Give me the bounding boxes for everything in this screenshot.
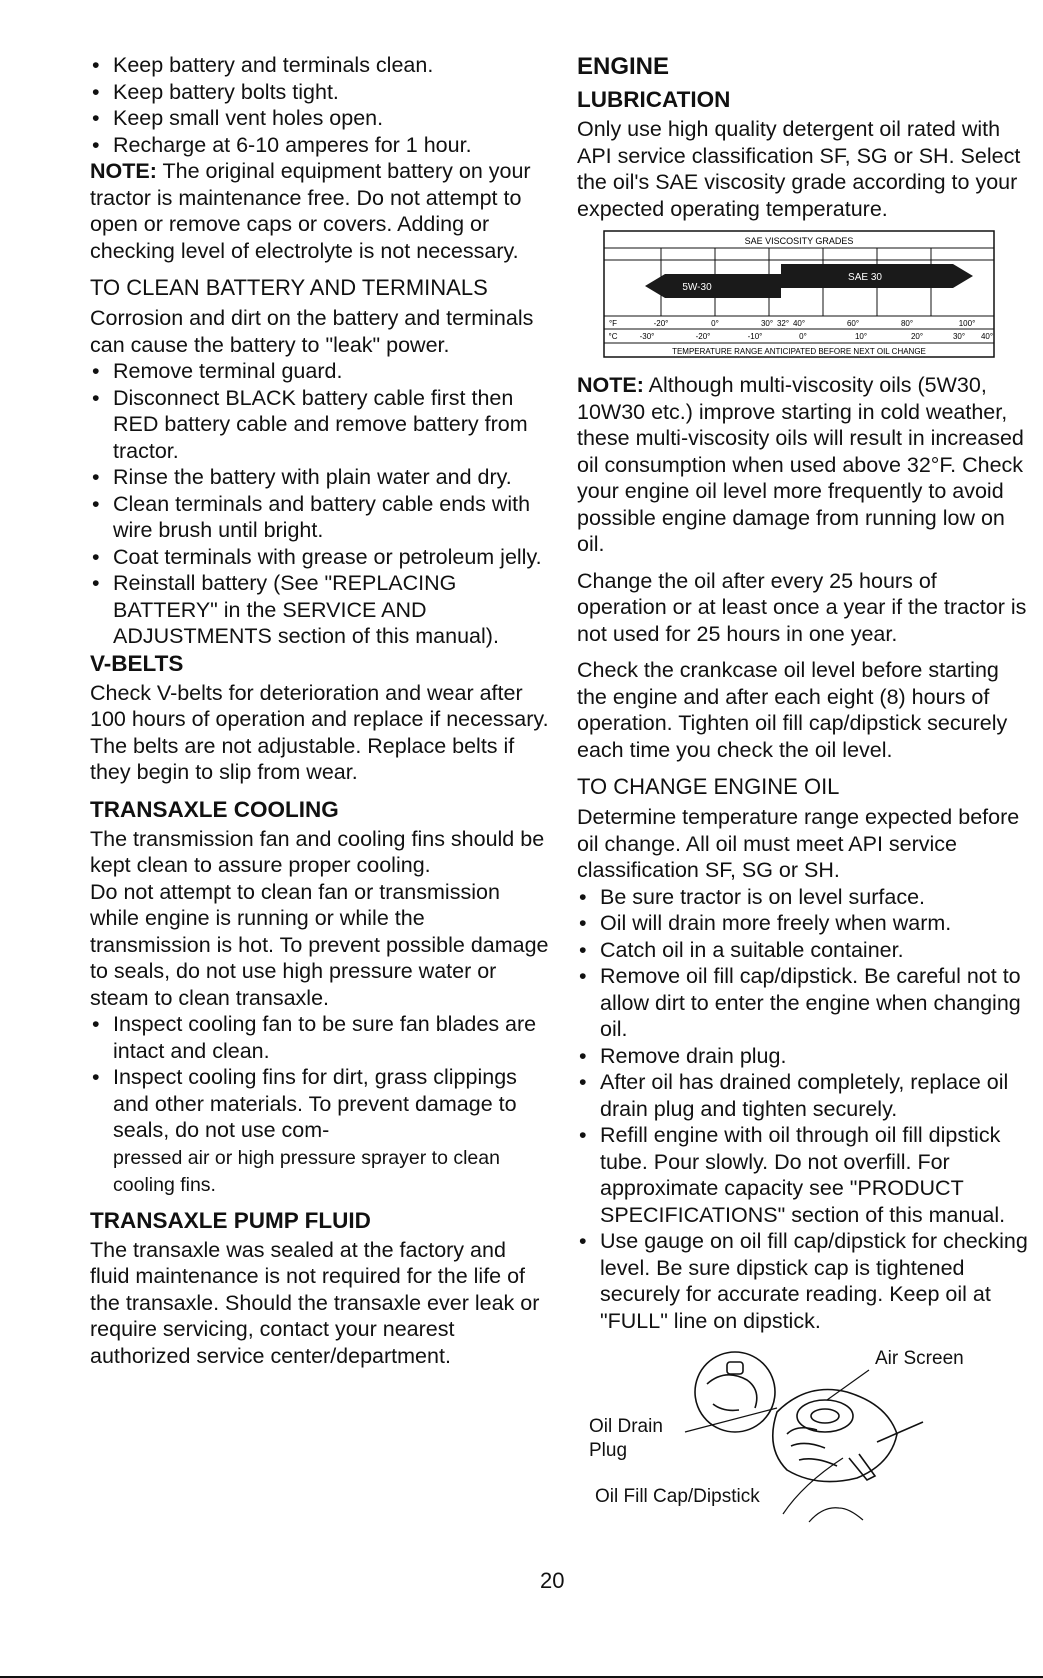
cooling-text-1: The transmission fan and cooling fins should be kept clean to assure proper cooling. xyxy=(90,826,545,877)
viscosity-chart xyxy=(603,230,995,358)
list-item: • Coat terminals with grease or petroleum jelly. xyxy=(90,544,550,571)
list-item: • Inspect cooling fan to be sure fan blades are intact and clean. xyxy=(90,1011,550,1064)
celsius-tick-label: 10° xyxy=(854,332,868,341)
drain-plug-detail-circle xyxy=(695,1352,775,1432)
fahrenheit-tick-label: -20° xyxy=(653,319,669,328)
list-item: • Remove terminal guard. xyxy=(90,358,550,385)
list-item: • After oil has drained completely, replace oil drain plug and tighten securely. xyxy=(577,1069,1029,1122)
engine-heading: ENGINE xyxy=(577,53,670,80)
list-item: • Clean terminals and battery cable ends with wire brush until bright. xyxy=(90,491,550,544)
note-label: NOTE: xyxy=(577,373,644,397)
dipstick-shaft xyxy=(877,1422,923,1442)
celsius-tick-label: 20° xyxy=(910,332,924,341)
list-item: • Use gauge on oil fill cap/dipstick for checking level. Be sure dipstick cap is tightened securely for accurate reading. Keep oil at "FULL" line on dipstick. xyxy=(577,1228,1029,1334)
drain-detail-stroke xyxy=(713,1404,739,1410)
chart-footer: TEMPERATURE RANGE ANTICIPATED BEFORE NEXT OIL CHANGE xyxy=(672,347,926,356)
cooling-text-2: Do not attempt to clean fan or transmission while engine is running or while the transmission is hot. To prevent possible damage to seals, do not use high pressure water or steam to clean transaxle. xyxy=(90,879,549,1010)
chart-title: SAE VISCOSITY GRADES xyxy=(744,236,854,246)
battery-note xyxy=(90,158,550,264)
list-item: • Keep small vent holes open. xyxy=(90,105,550,132)
oil-drain-label-line1: Oil Drain xyxy=(589,1416,663,1437)
engine-oil-figure xyxy=(577,1342,1029,1542)
fahrenheit-tick-label: 80° xyxy=(900,319,914,328)
fahrenheit-tick-label: 0° xyxy=(711,319,719,328)
celsius-tick-label: -10° xyxy=(747,332,763,341)
air-screen-leader xyxy=(827,1370,869,1400)
air-screen-label: Air Screen xyxy=(875,1348,964,1369)
fahrenheit-tick-label: 60° xyxy=(846,319,860,328)
vbelts-text: Check V-belts for deterioration and wear after 100 hours of operation and replace if necessary. The belts are not adjustable. Replace belts if they begin to slip from wear. xyxy=(90,680,549,784)
cooling-list xyxy=(90,1011,550,1199)
list-item: • Rinse the battery with plain water and dry. xyxy=(90,464,550,491)
engine-fins xyxy=(787,1428,837,1466)
fahrenheit-tick-label: 100° xyxy=(958,319,976,328)
celsius-tick-label: °C xyxy=(608,332,618,341)
celsius-tick-label: -20° xyxy=(695,332,711,341)
note-label: NOTE: xyxy=(90,159,157,183)
celsius-tick-label: -30° xyxy=(639,332,655,341)
clean-battery-intro: Corrosion and dirt on the battery and terminals can cause the battery to "leak" power. xyxy=(90,306,534,357)
list-item: • Disconnect BLACK battery cable first then RED battery cable and remove battery from tractor. xyxy=(90,385,550,465)
list-item: • Keep battery and terminals clean. xyxy=(90,52,550,79)
list-item xyxy=(90,1064,550,1199)
engine-body xyxy=(773,1390,897,1482)
transaxle-pump-fluid-heading: TRANSAXLE PUMP FLUID xyxy=(90,1207,371,1233)
check-level-text: Check the crankcase oil level before starting the engine and after each eight (8) hours of operation. Tighten oil fill cap/dipstick securely each time you check the oil level. xyxy=(577,658,1008,762)
list-item: • Keep battery bolts tight. xyxy=(90,79,550,106)
band-5w30-label: 5W-30 xyxy=(682,282,712,293)
drain-detail-stroke xyxy=(707,1375,757,1408)
vbelts-heading: V-BELTS xyxy=(90,650,184,676)
clean-battery-list xyxy=(90,358,550,650)
list-item: • Recharge at 6-10 amperes for 1 hour. xyxy=(90,132,550,159)
fahrenheit-tick-label: °F xyxy=(608,319,618,328)
band-sae30-label: SAE 30 xyxy=(848,272,882,283)
lubrication-heading: LUBRICATION xyxy=(577,87,731,112)
list-item: • Remove drain plug. xyxy=(577,1043,1029,1070)
cap-detail xyxy=(809,1508,863,1522)
drain-plug-shape xyxy=(727,1362,743,1374)
list-item: • Refill engine with oil through oil fill dipstick tube. Pour slowly. Do not overfill. For approximate capacity see "PRODUCT SPECIFICATIONS" section of this manual. xyxy=(577,1122,1029,1228)
list-item-text: Inspect cooling fins for dirt, grass clippings and other materials. To prevent damage to seals, do not use com- xyxy=(113,1065,517,1142)
celsius-tick-label: 30° xyxy=(952,332,966,341)
list-item: • Catch oil in a suitable container. xyxy=(577,937,1029,964)
oil-drain-label-line2: Plug xyxy=(589,1440,628,1461)
air-screen-center xyxy=(811,1409,839,1423)
pump-fluid-text: The transaxle was sealed at the factory and fluid maintenance is not required for the life of the transaxle. Should the transaxle ever leak or require servicing, contact your nearest authorized service center/department. xyxy=(90,1237,540,1368)
celsius-tick-label: 40° xyxy=(980,332,994,341)
note-text: Although multi-viscosity oils (5W30, 10W30 etc.) improve starting in cold weather, these multi-viscosity oils will result in increased oil consumption when used above 32°F. Check your engine oil level more frequently to avoid possible engine damage from running low on oil. xyxy=(577,373,1024,556)
list-item: • Remove oil fill cap/dipstick. Be careful not to allow dirt to enter the engine when changing oil. xyxy=(577,963,1029,1043)
list-item: • Oil will drain more freely when warm. xyxy=(577,910,1029,937)
list-item-tail: pressed air or high pressure sprayer to clean cooling fins. xyxy=(113,1146,500,1196)
fahrenheit-tick-label: 40° xyxy=(792,319,806,328)
lubrication-text: Only use high quality detergent oil rated with API service classification SF, SG or SH. Select the oil's SAE viscosity grade according to your expected operating temperature. xyxy=(577,117,1021,221)
change-oil-intro: Determine temperature range expected before oil change. All oil must meet API service classification SF, SG or SH. xyxy=(577,805,1020,882)
oil-fill-label: Oil Fill Cap/Dipstick xyxy=(595,1486,760,1507)
celsius-tick-label: 0° xyxy=(799,332,807,341)
multi-viscosity-note xyxy=(577,372,1029,558)
note-text: The original equipment battery on your tractor is maintenance free. Do not attempt to open or remove caps or covers. Adding or checking level of electrolyte is not necessary. xyxy=(90,159,531,263)
clean-battery-heading: TO CLEAN BATTERY AND TERMINALS xyxy=(90,275,488,300)
right-column xyxy=(577,52,1029,1542)
engine-drawing xyxy=(577,1342,1029,1542)
change-oil-heading: TO CHANGE ENGINE OIL xyxy=(577,774,840,799)
fahrenheit-tick-label: 30° xyxy=(760,319,774,328)
change-oil-list xyxy=(577,884,1029,1335)
list-item: • Reinstall battery (See "REPLACING BATTERY" in the SERVICE AND ADJUSTMENTS section of this manual). xyxy=(90,570,550,650)
left-column xyxy=(90,52,550,1379)
transaxle-cooling-heading: TRANSAXLE COOLING xyxy=(90,796,339,822)
change-interval-text: Change the oil after every 25 hours of operation or at least once a year if the tractor is not used for 25 hours in one year. xyxy=(577,568,1027,646)
fahrenheit-tick-label: 32° xyxy=(776,319,790,328)
list-item: • Be sure tractor is on level surface. xyxy=(577,884,1029,911)
page-number: 20 xyxy=(540,1568,565,1593)
battery-care-list xyxy=(90,52,550,158)
band-5w30 xyxy=(645,274,781,298)
oil-fill-leader xyxy=(783,1458,843,1514)
